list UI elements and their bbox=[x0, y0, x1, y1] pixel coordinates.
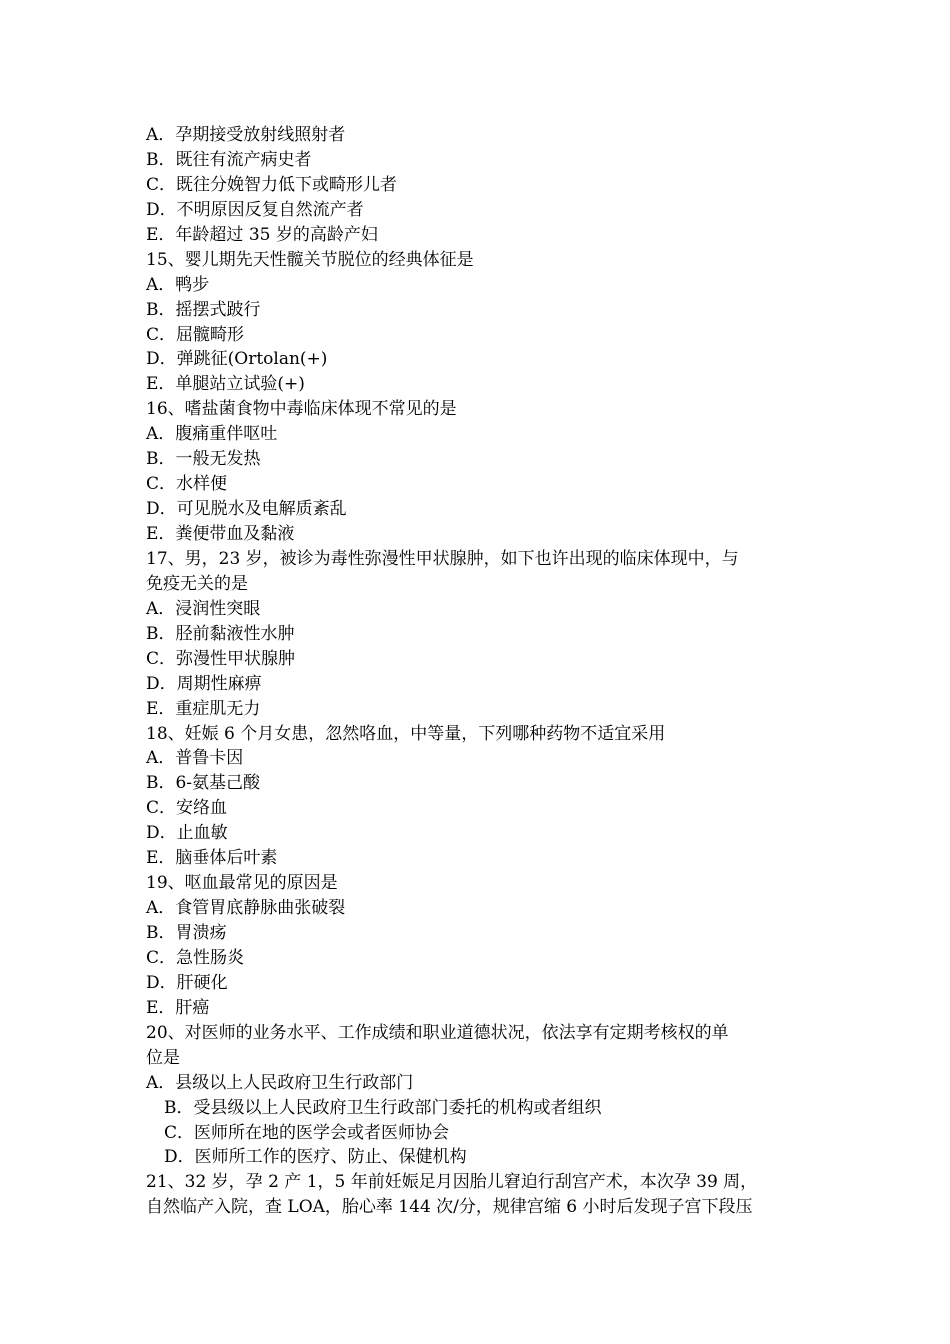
text-line: 19、呕血最常见的原因是 bbox=[146, 873, 338, 894]
text-line: C．弥漫性甲状腺肿 bbox=[146, 648, 296, 669]
text-line: C．急性肠炎 bbox=[146, 947, 245, 968]
text-line: A．腹痛重伴呕吐 bbox=[146, 424, 278, 445]
text-line: A．食管胃底静脉曲张破裂 bbox=[146, 898, 346, 919]
text-line: D．可见脱水及电解质紊乱 bbox=[146, 499, 347, 520]
text-line: 免疫无关的是 bbox=[146, 573, 248, 594]
text-line: E．重症肌无力 bbox=[146, 698, 261, 719]
text-line: C．既往分娩智力低下或畸形儿者 bbox=[146, 174, 398, 195]
text-line: C．安络血 bbox=[146, 798, 228, 819]
document-body bbox=[146, 123, 826, 1220]
text-line: 20、对医师的业务水平、工作成绩和职业道德状况，依法享有定期考核权的单 bbox=[146, 1022, 729, 1043]
text-line: C．医师所在地的医学会或者医师协会 bbox=[164, 1122, 450, 1143]
text-line: E．单腿站立试验(+) bbox=[146, 374, 305, 395]
text-line: D．不明原因反复自然流产者 bbox=[146, 199, 364, 220]
text-line: 15、婴儿期先天性髋关节脱位的经典体征是 bbox=[146, 249, 474, 270]
text-line: B．胫前黏液性水肿 bbox=[146, 623, 295, 644]
text-line: C．水样便 bbox=[146, 474, 228, 495]
text-line: A．浸润性突眼 bbox=[146, 598, 261, 619]
text-line: 16、嗜盐菌食物中毒临床体现不常见的是 bbox=[146, 399, 457, 420]
text-line: A．鸭步 bbox=[146, 274, 210, 295]
text-line: B．一般无发热 bbox=[146, 449, 261, 470]
text-line: E．年龄超过 35 岁的高龄产妇 bbox=[146, 224, 378, 245]
text-line: A．孕期接受放射线照射者 bbox=[146, 125, 346, 145]
text-line: 21、32 岁，孕 2 产 1，5 年前妊娠足月因胎儿窘迫行刮宫产术，本次孕 39 周， bbox=[146, 1172, 758, 1193]
text-line: A．县级以上人民政府卫生行政部门 bbox=[146, 1072, 414, 1093]
text-line: D．周期性麻痹 bbox=[146, 673, 262, 694]
text-line: 18、妊娠 6 个月女患，忽然咯血，中等量，下列哪种药物不适宜采用 bbox=[146, 723, 666, 744]
text-line: C．屈髋畸形 bbox=[146, 324, 245, 345]
text-line: B．胃溃疡 bbox=[146, 923, 227, 943]
text-line: 17、男，23 岁，被诊为毒性弥漫性甲状腺肿，如下也许出现的临床体现中，与 bbox=[146, 548, 739, 569]
text-line: E．肝癌 bbox=[146, 997, 210, 1018]
text-line: E．粪便带血及黏液 bbox=[146, 524, 295, 544]
text-line: 位是 bbox=[146, 1047, 180, 1068]
text-line: B．6-氨基己酸 bbox=[146, 773, 261, 794]
text-line: D．医师所工作的医疗、防止、保健机构 bbox=[164, 1147, 467, 1168]
text-line: D．肝硬化 bbox=[146, 972, 228, 993]
text-line: E．脑垂体后叶素 bbox=[146, 848, 278, 869]
text-line: B．既往有流产病史者 bbox=[146, 149, 312, 170]
text-line: 自然临产入院，查 LOA，胎心率 144 次/分，规律宫缩 6 小时后发现子宫下段压 bbox=[146, 1197, 753, 1218]
text-line: D．弹跳征(Ortolan(+) bbox=[146, 349, 328, 370]
text-line: B．受县级以上人民政府卫生行政部门委托的机构或者组织 bbox=[164, 1097, 602, 1118]
text-line: A．普鲁卡因 bbox=[146, 748, 244, 769]
text-line: B．摇摆式跛行 bbox=[146, 299, 261, 320]
text-line: D．止血敏 bbox=[146, 823, 228, 844]
